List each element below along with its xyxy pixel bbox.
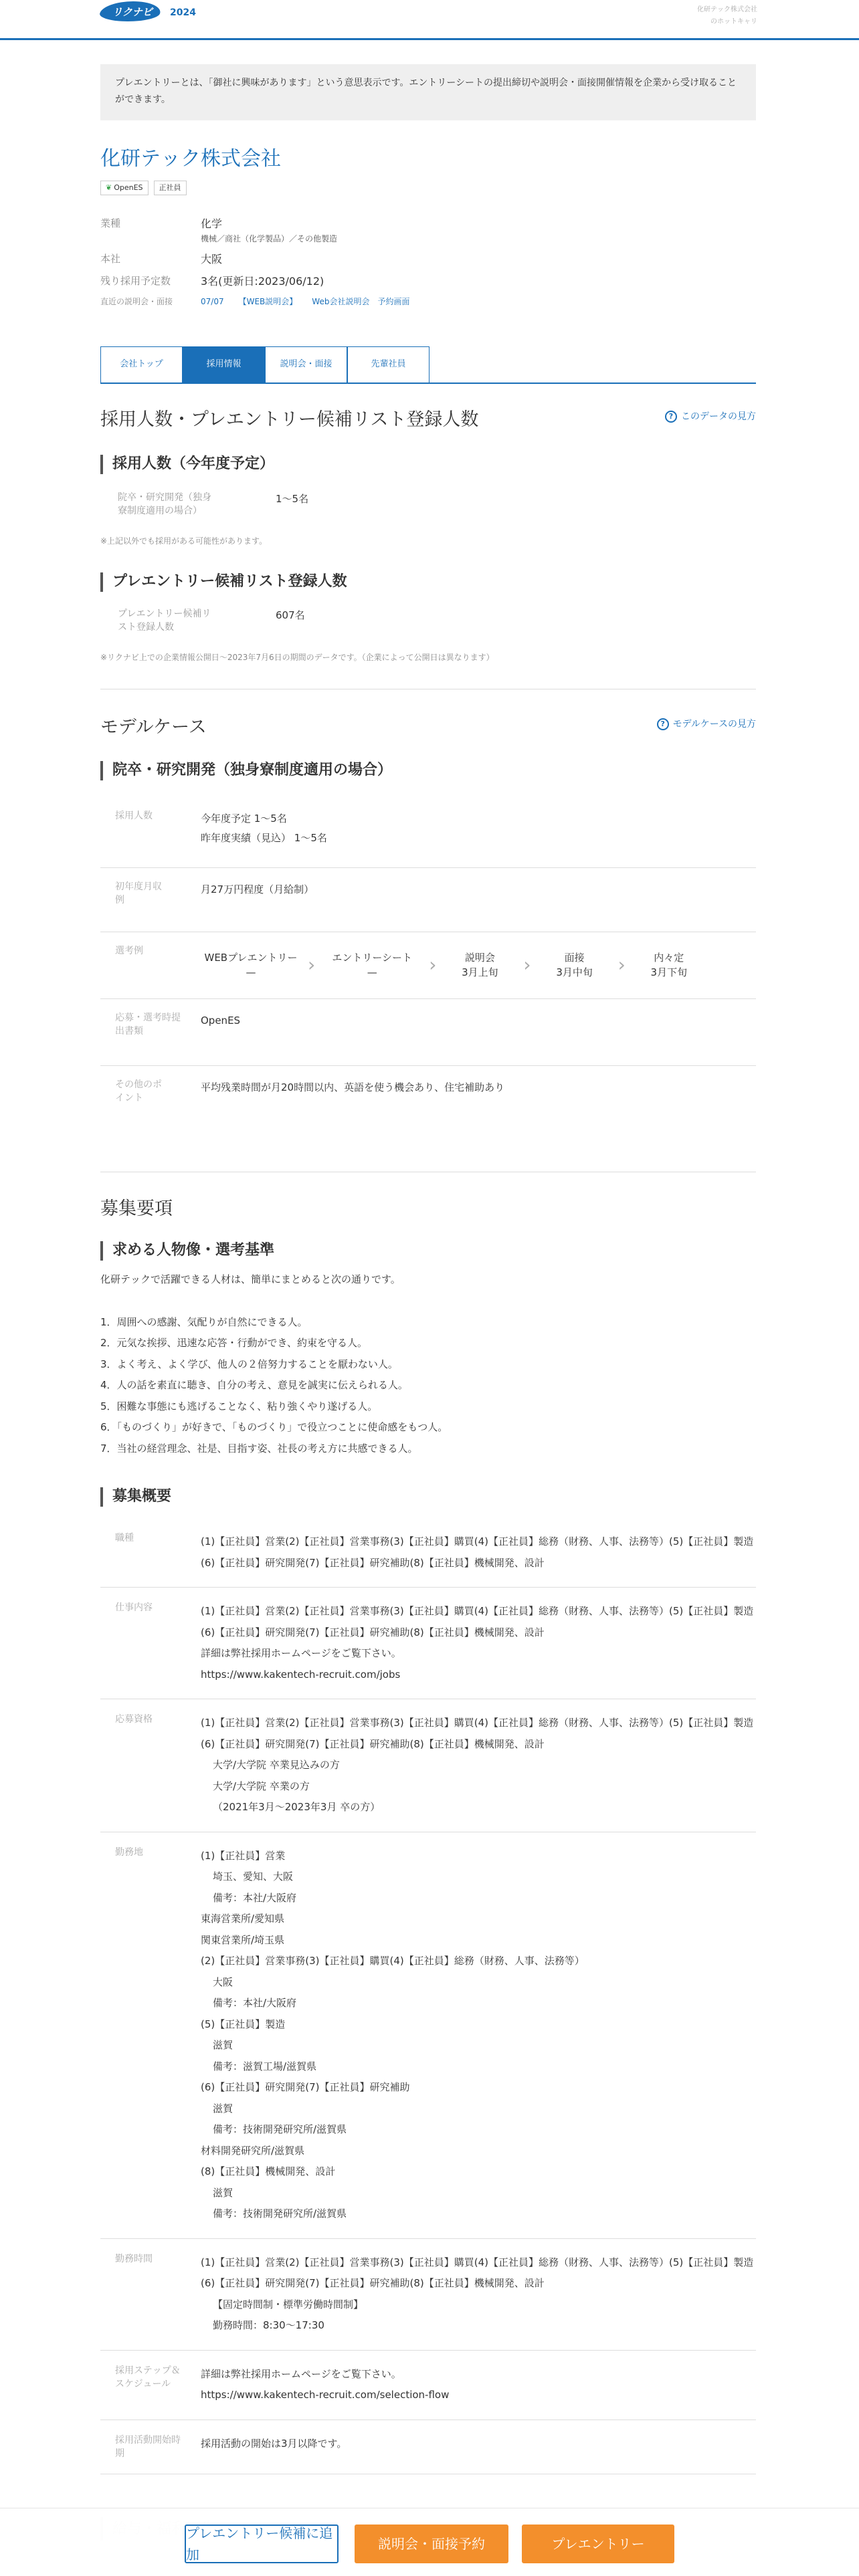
rq-loc-line: 滋賀: [213, 2186, 233, 2199]
rq-loc-label: 勤務地: [115, 1846, 143, 1858]
question-icon: ?: [657, 718, 669, 730]
rq-loc-group: (2)【正社員】営業事務(3)【正社員】購買(4)【正社員】総務（財務、人事、法務等）: [201, 1955, 585, 1967]
preentry-count-title: プレエントリー候補リスト登録人数: [100, 572, 756, 592]
tab-company-top[interactable]: 会社トップ: [100, 346, 183, 383]
overview-table: [100, 1518, 756, 2474]
rq-work-positions: (1)【正社員】営業(2)【正社員】営業事務(3)【正社員】購買(4)【正社員】総務（財務、人事、法務等）(5)【正社員】製造(6)【正社員】研究開発(7)【正社員】研究補助(8)【正社員】機械開発、設計: [201, 1605, 754, 1638]
header-right-info: [697, 4, 757, 28]
rq-row-hours: [100, 2239, 756, 2351]
rq-steps-url[interactable]: https://www.kakentech-recruit.com/selection-flow: [201, 2389, 450, 2401]
hiring-count-block: [100, 455, 756, 474]
overview-block: [100, 1487, 756, 1507]
preentry-count-value: 607名: [276, 609, 305, 621]
remaining-row: [100, 273, 756, 290]
recent-event-link-reserve[interactable]: Web会社説明会 予約画面: [312, 296, 410, 306]
rq-row-steps: [100, 2351, 756, 2420]
leaf-icon: ❦: [106, 183, 112, 192]
persona-intro: 化研テックで活躍できる人材は、簡単にまとめると次の通りです。: [100, 1273, 401, 1285]
model-case-sub: [100, 761, 756, 780]
rq-loc-line: 滋賀: [213, 2102, 233, 2115]
criteria-item: 7．当社の経営理念、社是、目指す姿、社長の考え方に共感できる人。: [100, 1442, 418, 1455]
recent-event-label: 直近の説明会・面接: [100, 296, 173, 306]
hq-value: 大阪: [201, 252, 223, 265]
mc-row-flow: [100, 932, 756, 999]
company-badges: [100, 181, 756, 195]
rq-loc-line: 備考：技術開発研究所/滋賀県: [213, 2123, 347, 2135]
tab-seminar[interactable]: 説明会・面接: [265, 346, 347, 383]
rq-qual-line: （2021年3月〜2023年3月 卒の方）: [213, 1801, 381, 1813]
rq-job-label: 職種: [115, 1533, 134, 1543]
rq-hours-positions: (1)【正社員】営業(2)【正社員】営業事務(3)【正社員】購買(4)【正社員】総務（財務、人事、法務等）(5)【正社員】製造(6)【正社員】研究開発(7)【正社員】研究補助(8)【正社員】機械開発、設計: [201, 2256, 754, 2289]
mc-other-label: その他のポイント: [115, 1079, 162, 1104]
recent-event-link-web[interactable]: 【WEB説明会】: [238, 296, 298, 306]
industry-sub: 機械／商社（化学製品）／その他製造: [201, 233, 338, 243]
add-candidate-button[interactable]: プレエントリー候補に追加: [185, 2525, 339, 2563]
hiring-count-value: 1〜5名: [276, 493, 309, 505]
rq-work-label: 仕事内容: [115, 1602, 153, 1613]
flow-step-sub: 3月上旬: [462, 966, 498, 978]
criteria-item: 6．「ものづくり」が好きで、「ものづくり」で役立つことに使命感をもつ人。: [100, 1421, 448, 1433]
flow-step-name: WEBプレエントリー: [204, 951, 298, 964]
rq-hours-line: 【固定時間制・標準労働時間制】: [213, 2298, 364, 2311]
reserve-seminar-button[interactable]: 説明会・面接予約: [355, 2525, 508, 2563]
rq-loc-line: 滋賀: [213, 2039, 233, 2051]
preentry-count-row: [100, 607, 756, 635]
rq-loc-line: 関東営業所/埼玉県: [201, 1933, 285, 1946]
preentry-count-label: プレエントリー候補リスト登録人数: [118, 609, 211, 633]
mc-count-line1: 今年度予定 1〜5名: [201, 813, 287, 825]
mc-count-label: 採用人数: [115, 811, 153, 821]
model-case-title: モデルケース: [100, 717, 207, 738]
flow-step-sub: 3月中旬: [556, 966, 593, 978]
company-info: [100, 215, 756, 314]
mc-row-salary: [100, 868, 756, 932]
rq-steps-label: 採用ステップ＆スケジュール: [115, 2365, 181, 2389]
header-right-line2: のホットキャリ: [710, 18, 757, 25]
logo-text: リクナビ: [112, 6, 153, 18]
tab-recruit-info[interactable]: 採用情報: [183, 346, 265, 383]
rq-loc-line: 埼玉、愛知、大阪: [213, 1870, 294, 1883]
flow-step-name: 面接: [564, 951, 585, 964]
sticky-action-bar: [0, 2508, 859, 2576]
rq-qual-line: 大学/大学院 卒業見込みの方: [213, 1759, 340, 1771]
data-help-link[interactable]: [665, 409, 756, 424]
mc-count-line2: 昨年度実績（見込） 1〜5名: [201, 831, 327, 844]
rq-loc-line: 備考：技術開発研究所/滋賀県: [213, 2208, 347, 2220]
rq-work-url[interactable]: https://www.kakentech-recruit.com/jobs: [201, 1668, 401, 1681]
mc-other-value: 平均残業時間が月20時間以内、英語を使う機会あり、住宅補助あり: [201, 1081, 505, 1093]
tab-senior-employees[interactable]: 先輩社員: [347, 346, 430, 383]
recent-event-links: [201, 296, 409, 308]
rq-qual-label: 応募資格: [115, 1714, 153, 1725]
criteria-item: 5．困難な事態にも逃げることなく、粘り強くやり遂げる人。: [100, 1400, 378, 1412]
rq-loc-line: 材料開発研究所/滋賀県: [201, 2144, 305, 2157]
chevron-right-icon: ›: [617, 954, 626, 976]
question-icon: ?: [665, 411, 677, 423]
flow-step: [322, 951, 422, 980]
rikunabi-logo[interactable]: [100, 1, 207, 24]
rq-loc-line: 大阪: [213, 1975, 233, 1988]
flow-step: [538, 951, 611, 980]
data-help-label: このデータの見方: [681, 411, 756, 422]
hiring-count-label: 院卒・研究開発（独身寮制度適用の場合）: [118, 492, 211, 517]
model-case-help-label: モデルケースの見方: [672, 719, 756, 730]
rq-loc-line: 備考：滋賀工場/滋賀県: [213, 2060, 317, 2072]
persona-block: [100, 1241, 756, 1261]
rq-start-label: 採用活動開始時期: [115, 2434, 181, 2459]
selection-flow: [201, 944, 706, 986]
rq-qual-positions: (1)【正社員】営業(2)【正社員】営業事務(3)【正社員】購買(4)【正社員】総務（財務、人事、法務等）(5)【正社員】製造(6)【正社員】研究開発(7)【正社員】研究補助(8)【正社員】機械開発、設計: [201, 1717, 754, 1750]
rq-row-work: [100, 1588, 756, 1699]
preentry-button[interactable]: プレエントリー: [522, 2525, 674, 2563]
company-tabs: [100, 346, 756, 384]
recent-event-date[interactable]: 07/07: [201, 296, 224, 306]
preentry-count-note: ※リクナビ上での企業情報公開日〜2023年7月6日の期間のデータです。（企業によって公開日は異なります）: [100, 653, 494, 662]
flow-step: [632, 951, 706, 980]
rq-loc-group: (6)【正社員】研究開発(7)【正社員】研究補助: [201, 2081, 410, 2093]
employment-type-badge: 正社員: [154, 181, 187, 195]
rq-hours-label: 勤務時間: [115, 2253, 153, 2264]
flow-step: [443, 951, 516, 980]
hq-label: 本社: [100, 252, 121, 265]
criteria-item: 4．人の話を素直に聴き、自分の考え、意見を誠実に伝えられる人。: [100, 1379, 408, 1391]
openes-badge-label: OpenES: [114, 183, 143, 192]
rq-work-more: 詳細は弊社採用ホームページをご覧下さい。: [201, 1647, 401, 1659]
openes-badge: [100, 181, 149, 195]
industry-value: 化学: [201, 217, 223, 230]
rq-hours-line: 勤務時間：8:30〜17:30: [213, 2319, 324, 2331]
recruit-section: [100, 1194, 756, 1223]
header-right-line1: 化研テック株式会社: [697, 6, 757, 13]
rq-row-location: [100, 1832, 756, 2239]
mc-documents-value: OpenES: [201, 1014, 241, 1027]
rq-row-job: [100, 1518, 756, 1588]
rq-start-value: 採用活動の開始は3月以降です。: [201, 2437, 347, 2450]
chevron-right-icon: ›: [308, 954, 316, 976]
flow-step-name: エントリーシート: [332, 951, 413, 964]
persona-body: [100, 1269, 756, 1459]
flow-step-sub: —: [246, 966, 256, 978]
hiring-section-title: 採用人数・プレエントリー候補リスト登録人数: [100, 409, 479, 430]
rq-loc-group: (5)【正社員】製造: [201, 2018, 286, 2030]
mc-row-count: [100, 797, 756, 868]
hiring-count-row: [100, 491, 756, 518]
rq-row-start: [100, 2420, 756, 2475]
preentry-count-block: [100, 572, 756, 592]
industry-label: 業種: [100, 217, 121, 229]
mc-row-documents: [100, 999, 756, 1066]
company-name: 化研テック株式会社: [100, 147, 281, 171]
chevron-right-icon: ›: [429, 954, 437, 976]
criteria-item: 3．よく考え、よく学び、他人の２倍努力することを厭わない人。: [100, 1358, 398, 1370]
rq-loc-group: (8)【正社員】機械開発、設計: [201, 2165, 336, 2177]
flow-step-name: 説明会: [464, 951, 495, 964]
rq-job-value: (1)【正社員】営業(2)【正社員】営業事務(3)【正社員】購買(4)【正社員】総務（財務、人事、法務等）(5)【正社員】製造(6)【正社員】研究開発(7)【正社員】研究補助(8)【正社員】機械開発、設計: [201, 1535, 754, 1569]
rq-row-qualification: [100, 1699, 756, 1832]
flow-step-sub: —: [367, 966, 377, 978]
remaining-label: 残り採用予定数: [100, 275, 171, 288]
mc-row-other: [100, 1066, 756, 1146]
flow-step-name: 内々定: [654, 951, 684, 964]
overview-title: 募集概要: [100, 1487, 756, 1507]
persona-title: 求める人物像・選考基準: [100, 1241, 756, 1261]
recent-event-row: [100, 296, 756, 308]
rq-loc-line: 備考：本社/大阪府: [213, 1891, 297, 1904]
rq-loc-line: 備考：本社/大阪府: [213, 1997, 297, 2009]
model-case-sub-title: 院卒・研究開発（独身寮制度適用の場合）: [100, 761, 756, 780]
logo-year: 2024: [170, 7, 196, 18]
site-header: [0, 0, 859, 40]
rq-loc-group: (1)【正社員】営業: [201, 1849, 286, 1862]
chevron-right-icon: ›: [523, 954, 531, 976]
recruit-title: 募集要項: [100, 1198, 173, 1219]
hiring-count-title: 採用人数（今年度予定）: [100, 455, 756, 474]
model-case-section: [100, 713, 756, 742]
mc-flow-label: 選考例: [115, 946, 143, 956]
criteria-item: 2．元気な挨拶、迅速な応答・行動ができ、約束を守る人。: [100, 1337, 367, 1349]
industry-row: [100, 215, 756, 245]
mc-salary-value: 月27万円程度（月給制）: [201, 883, 314, 895]
hq-row: [100, 251, 756, 268]
mc-documents-label: 応募・選考時提出書類: [115, 1012, 181, 1037]
flow-step: [201, 951, 301, 980]
model-case-table: [100, 797, 756, 1146]
mc-salary-label: 初年度月収例: [115, 881, 162, 906]
flow-step-sub: 3月下旬: [650, 966, 688, 978]
rq-loc-line: 東海営業所/愛知県: [201, 1913, 285, 1925]
rq-steps-more: 詳細は弊社採用ホームページをご覧下さい。: [201, 2367, 401, 2380]
criteria-item: 1．周囲への感謝、気配りが自然にできる人。: [100, 1315, 308, 1328]
rq-qual-line: 大学/大学院 卒業の方: [213, 1780, 310, 1792]
hiring-count-note: ※上記以外でも採用がある可能性があります。: [100, 536, 268, 546]
remaining-value: 3名(更新日:2023/06/12): [201, 275, 324, 288]
hiring-section: [100, 405, 756, 434]
preentry-notice: プレエントリーとは、「御社に興味があります」という意思表示です。エントリーシートの提出締切や説明会・面接開催情報を企業から受け取ることができます。: [100, 64, 756, 120]
model-case-help-link[interactable]: [657, 717, 756, 732]
